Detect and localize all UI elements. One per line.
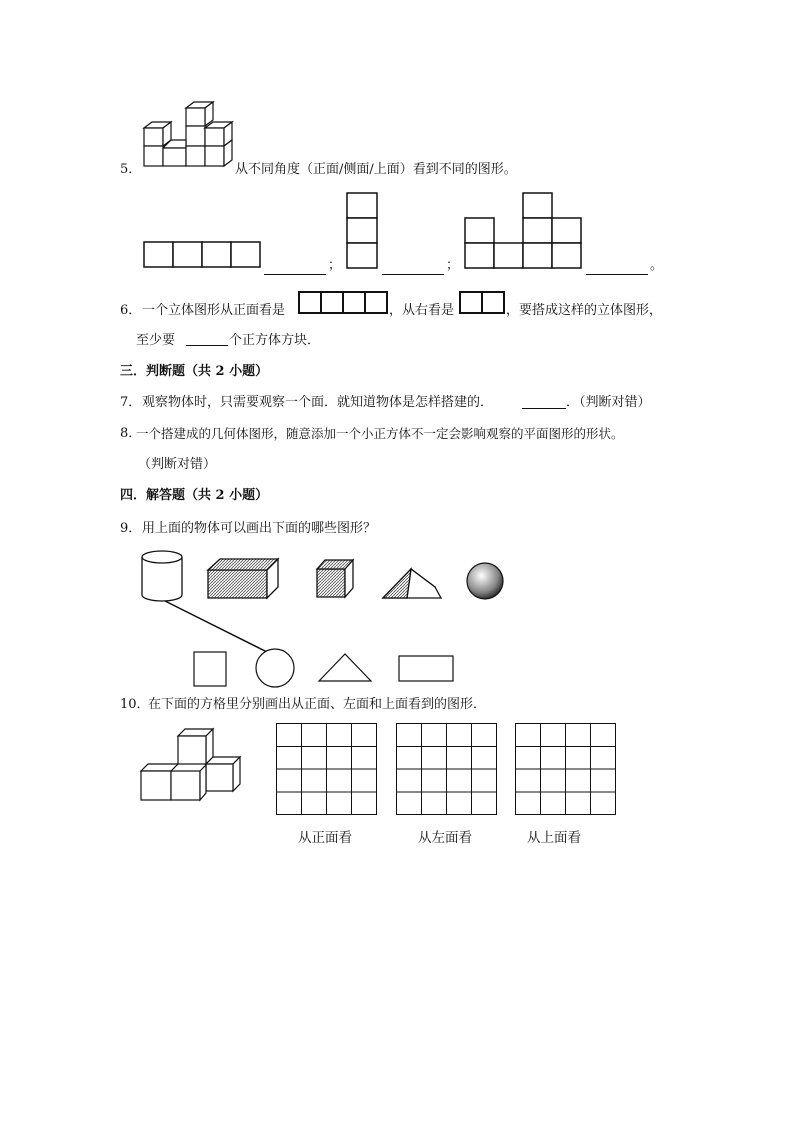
left-view-label: 从左面看 [418, 830, 472, 846]
q5-view-3 [464, 192, 584, 270]
q5-view-2 [346, 192, 378, 270]
q6-text-c: ，要搭成这样的立体图形， [506, 303, 663, 318]
q10-cube-figure [138, 724, 248, 804]
cylinder-shape [142, 551, 182, 601]
q5-answer-blank-2[interactable] [382, 262, 444, 275]
section3-title: 三．判断题（共 2 小题） [120, 364, 269, 379]
q7-answer-blank[interactable] [522, 396, 566, 409]
section4-title: 四．解答题（共 2 小题） [120, 488, 269, 503]
q5-answer-blank-3[interactable] [586, 262, 648, 275]
q6-number: 6． [120, 303, 142, 318]
front-view-grid[interactable] [276, 723, 377, 815]
q5-prompt: 从不同角度（正面/侧面/上面）看到不同的图形。 [235, 162, 517, 177]
q6-text-b: ，从右看是 [389, 303, 455, 318]
left-view-grid[interactable] [396, 723, 497, 815]
q6-text-a: 一个立体图形从正面看是 [142, 303, 286, 318]
q8-line2: （判断对错） [138, 457, 217, 472]
q7-text: 观察物体时，只需要观察一个面．就知道物体是怎样搭建的． [142, 395, 494, 410]
q5-view-1 [143, 241, 261, 269]
q5-answer-blank-1[interactable] [264, 262, 326, 275]
q5-separator-1: ； [328, 258, 342, 273]
q6-line2-a: 至少要 [136, 333, 176, 348]
q7-number: 7． [120, 395, 142, 410]
q9-figure [135, 545, 515, 690]
square-outline [194, 652, 226, 686]
sphere-shape [467, 563, 503, 599]
q6-right-view [459, 291, 505, 315]
triangle-outline [319, 654, 371, 681]
q9-text: 用上面的物体可以画出下面的哪些图形？ [142, 521, 377, 536]
q5-cube-figure [140, 100, 240, 172]
q10-number: 10． [120, 697, 150, 712]
q6-front-view [298, 291, 388, 315]
q6-line2-b: 个正方体方块． [229, 333, 321, 348]
q7-tail: ．（判断对错） [566, 395, 651, 410]
q5-separator-2: ； [446, 258, 460, 273]
top-view-label: 从上面看 [527, 830, 581, 846]
q10-text: 在下面的方格里分别画出从正面、左面和上面看到的图形． [148, 697, 487, 712]
q9-number: 9． [120, 521, 142, 536]
q6-answer-blank[interactable] [186, 333, 228, 346]
q5-end: 。 [650, 258, 664, 273]
match-line [165, 601, 269, 653]
cuboid-shape [208, 559, 278, 598]
prism-shape [383, 569, 441, 598]
front-view-label: 从正面看 [298, 830, 352, 846]
q5-number: 5． [120, 162, 142, 177]
rectangle-outline [399, 656, 453, 681]
top-view-grid[interactable] [515, 723, 616, 815]
q8-text: 一个搭建成的几何体图形，随意添加一个小正方体不一定会影响观察的平面图形的形状。 [136, 426, 624, 441]
cube-shape [317, 560, 353, 597]
circle-outline [256, 649, 294, 687]
q8-number: 8． [120, 426, 142, 441]
